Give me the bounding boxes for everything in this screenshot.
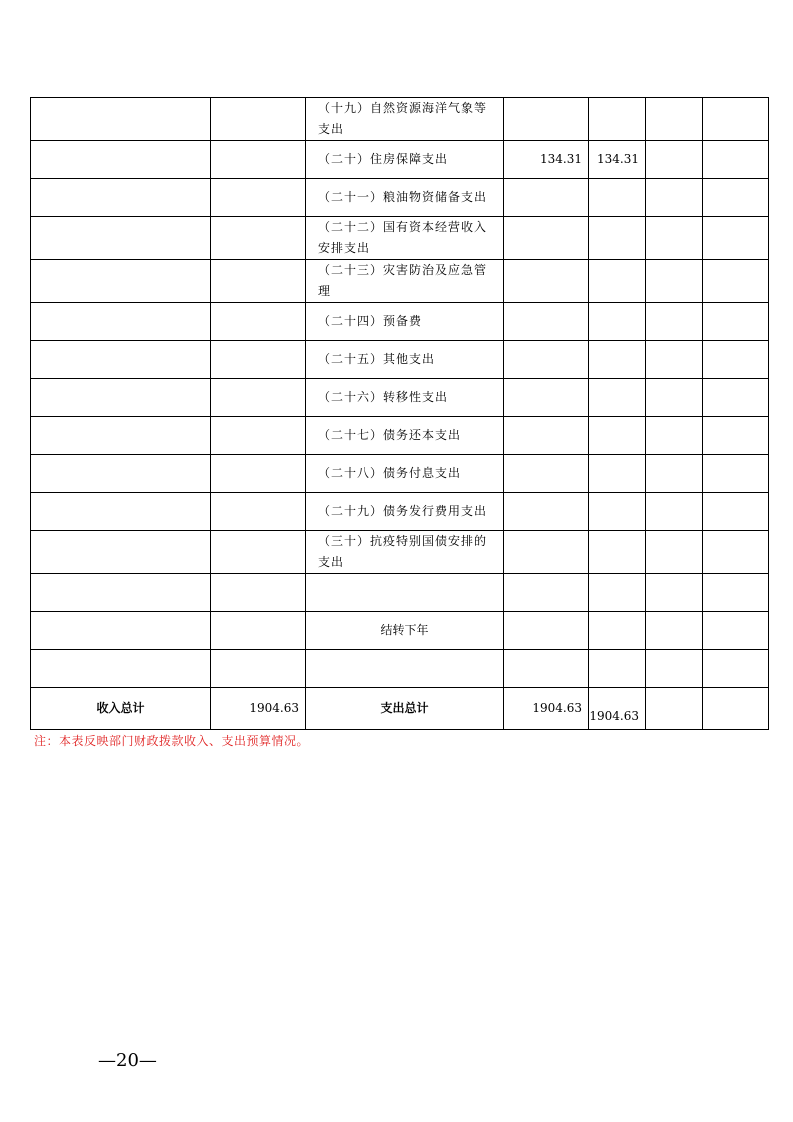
expense-value-2 xyxy=(589,455,646,493)
empty-cell xyxy=(646,98,703,141)
expense-value-2 xyxy=(589,612,646,650)
table-row xyxy=(31,141,769,179)
page-number: —20— xyxy=(98,1050,157,1071)
empty-cell xyxy=(211,379,306,417)
expense-value xyxy=(504,493,589,531)
empty-cell xyxy=(703,612,769,650)
expense-value-2: 134.31 xyxy=(589,141,646,179)
expense-value xyxy=(504,98,589,141)
empty-cell xyxy=(31,650,211,688)
income-total-value: 1904.63 xyxy=(211,688,306,730)
expense-value: 134.31 xyxy=(504,141,589,179)
empty-cell xyxy=(31,417,211,455)
empty-cell xyxy=(646,417,703,455)
empty-cell xyxy=(31,455,211,493)
empty-cell xyxy=(646,688,703,730)
expense-item-label: （二十六）转移性支出 xyxy=(306,379,504,417)
expense-item-label: （二十七）债务还本支出 xyxy=(306,417,504,455)
empty-cell xyxy=(211,531,306,574)
empty-cell xyxy=(646,612,703,650)
empty-cell xyxy=(646,217,703,260)
empty-cell xyxy=(646,455,703,493)
expense-value xyxy=(504,260,589,303)
empty-cell xyxy=(211,260,306,303)
expense-value-2 xyxy=(589,98,646,141)
expense-value-2 xyxy=(589,179,646,217)
expense-value xyxy=(504,455,589,493)
expense-value xyxy=(504,612,589,650)
empty-cell xyxy=(211,612,306,650)
expense-item-label: （二十九）债务发行费用支出 xyxy=(306,493,504,531)
expense-value xyxy=(504,303,589,341)
empty-cell xyxy=(703,179,769,217)
empty-cell xyxy=(211,179,306,217)
empty-cell xyxy=(31,260,211,303)
empty-cell xyxy=(703,417,769,455)
empty-cell xyxy=(646,141,703,179)
empty-cell xyxy=(211,574,306,612)
empty-cell xyxy=(703,650,769,688)
expense-value-2 xyxy=(589,531,646,574)
expense-item-label: （三十）抗疫特别国债安排的支出 xyxy=(306,531,504,574)
table-row xyxy=(31,612,769,650)
expense-value-2 xyxy=(589,341,646,379)
table-row xyxy=(31,455,769,493)
expense-total-value-2: 1904.63 xyxy=(589,688,646,730)
expense-value xyxy=(504,217,589,260)
empty-cell xyxy=(703,98,769,141)
empty-cell xyxy=(646,493,703,531)
empty-cell xyxy=(31,141,211,179)
expense-value xyxy=(504,531,589,574)
expense-total-label: 支出总计 xyxy=(306,688,504,730)
expense-item-label: （二十五）其他支出 xyxy=(306,341,504,379)
table-row xyxy=(31,260,769,303)
empty-cell xyxy=(211,217,306,260)
empty-cell xyxy=(31,612,211,650)
empty-cell xyxy=(703,141,769,179)
empty-cell xyxy=(703,455,769,493)
table-row xyxy=(31,341,769,379)
expense-value-2 xyxy=(589,493,646,531)
empty-cell xyxy=(211,493,306,531)
expense-value xyxy=(504,574,589,612)
empty-cell xyxy=(211,141,306,179)
expense-item-label: （二十二）国有资本经营收入安排支出 xyxy=(306,217,504,260)
empty-cell xyxy=(31,531,211,574)
empty-cell xyxy=(646,531,703,574)
empty-cell xyxy=(31,379,211,417)
empty-cell xyxy=(703,260,769,303)
expense-value-2 xyxy=(589,217,646,260)
expense-item-label: （二十一）粮油物资储备支出 xyxy=(306,179,504,217)
expense-item-label: （二十）住房保障支出 xyxy=(306,141,504,179)
empty-cell xyxy=(703,217,769,260)
empty-cell xyxy=(31,493,211,531)
expense-item-label: 结转下年 xyxy=(306,612,504,650)
empty-cell xyxy=(703,688,769,730)
table-row xyxy=(31,98,769,141)
table-row xyxy=(31,531,769,574)
expense-value xyxy=(504,379,589,417)
empty-cell xyxy=(703,574,769,612)
expense-item-label xyxy=(306,574,504,612)
empty-cell xyxy=(31,574,211,612)
empty-cell xyxy=(211,455,306,493)
empty-cell xyxy=(646,574,703,612)
table-row xyxy=(31,217,769,260)
empty-cell xyxy=(646,260,703,303)
table-row xyxy=(31,303,769,341)
empty-cell xyxy=(703,531,769,574)
empty-cell xyxy=(211,341,306,379)
empty-cell xyxy=(31,179,211,217)
empty-cell xyxy=(703,303,769,341)
table-row xyxy=(31,574,769,612)
empty-cell xyxy=(31,341,211,379)
expense-item-label: （二十三）灾害防治及应急管理 xyxy=(306,260,504,303)
empty-cell xyxy=(703,341,769,379)
table-row xyxy=(31,650,769,688)
empty-cell xyxy=(211,417,306,455)
expense-value xyxy=(504,179,589,217)
empty-cell xyxy=(646,303,703,341)
expense-item-label xyxy=(306,650,504,688)
empty-cell xyxy=(646,650,703,688)
budget-table xyxy=(30,97,769,730)
expense-item-label: （十九）自然资源海洋气象等支出 xyxy=(306,98,504,141)
expense-value xyxy=(504,650,589,688)
empty-cell xyxy=(703,379,769,417)
empty-cell xyxy=(646,341,703,379)
expense-value-2 xyxy=(589,417,646,455)
empty-cell xyxy=(703,493,769,531)
expense-value-2 xyxy=(589,650,646,688)
totals-row xyxy=(31,688,769,730)
expense-total-value: 1904.63 xyxy=(504,688,589,730)
expense-value-2 xyxy=(589,379,646,417)
table-row xyxy=(31,417,769,455)
empty-cell xyxy=(646,379,703,417)
empty-cell xyxy=(31,98,211,141)
expense-value-2 xyxy=(589,574,646,612)
table-row xyxy=(31,179,769,217)
expense-value-2 xyxy=(589,303,646,341)
table-note: 注：本表反映部门财政拨款收入、支出预算情况。 xyxy=(34,734,310,748)
income-total-label: 收入总计 xyxy=(31,688,211,730)
table-row xyxy=(31,493,769,531)
empty-cell xyxy=(211,303,306,341)
empty-cell xyxy=(31,303,211,341)
expense-value xyxy=(504,417,589,455)
expense-item-label: （二十四）预备费 xyxy=(306,303,504,341)
empty-cell xyxy=(211,650,306,688)
expense-value-2 xyxy=(589,260,646,303)
empty-cell xyxy=(31,217,211,260)
empty-cell xyxy=(646,179,703,217)
empty-cell xyxy=(211,98,306,141)
expense-value xyxy=(504,341,589,379)
table-body xyxy=(31,98,769,688)
expense-item-label: （二十八）债务付息支出 xyxy=(306,455,504,493)
table-row xyxy=(31,379,769,417)
